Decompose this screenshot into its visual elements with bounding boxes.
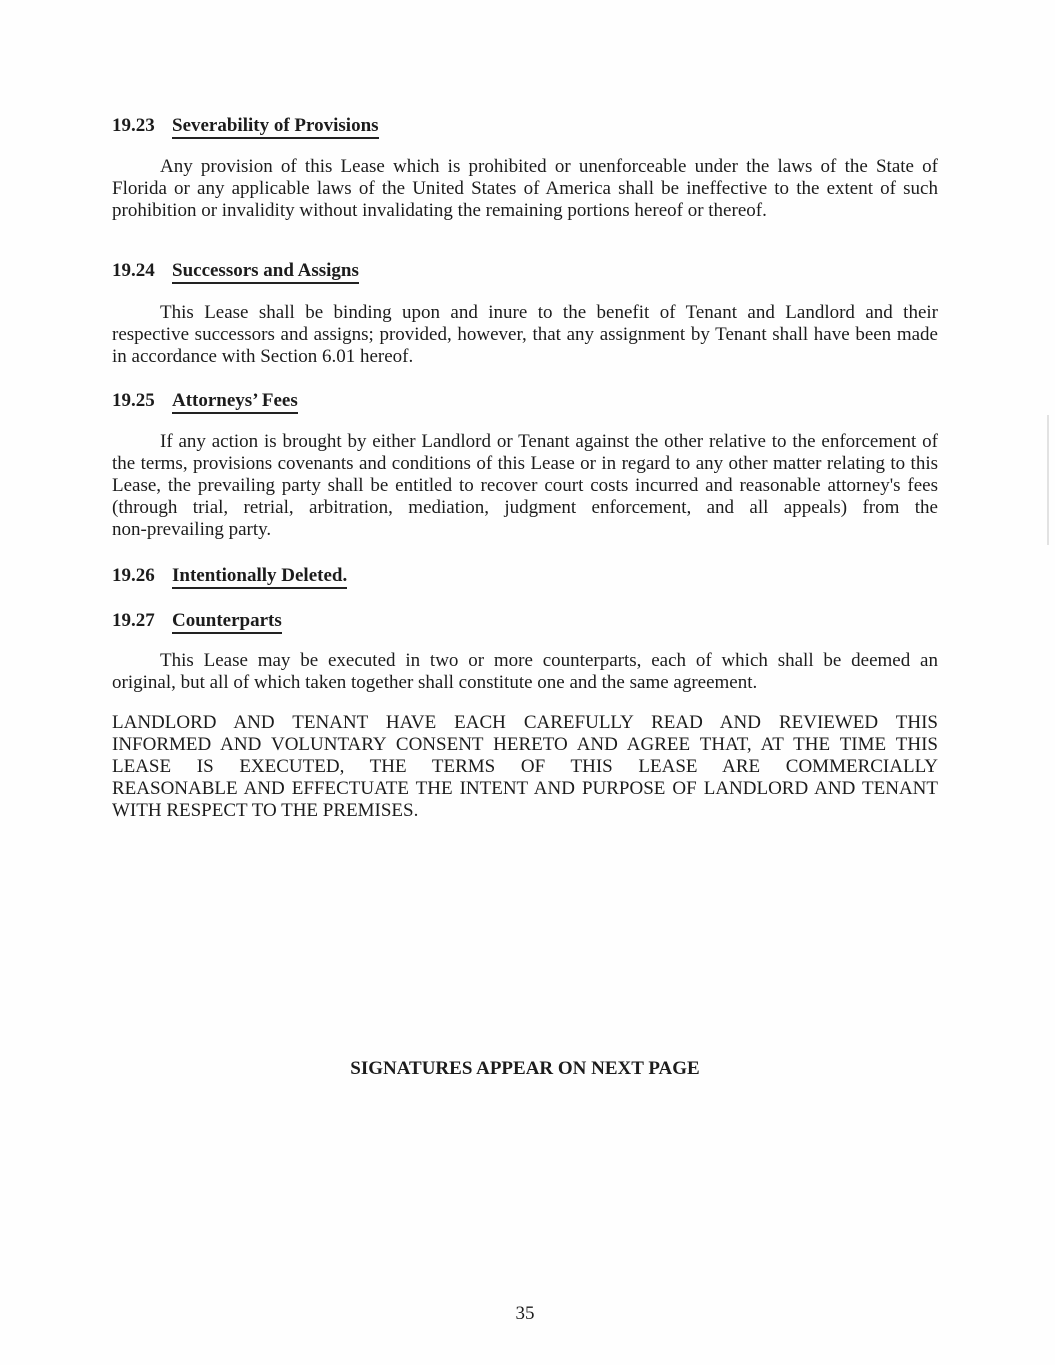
text-line: LANDLORD AND TENANT HAVE EACH CAREFULLY READ AND REVIEWED THIS: [112, 712, 938, 733]
section-body-19-25: [112, 431, 938, 541]
text-line: If any action is brought by either Landlord or Tenant against the other relative to the enforcement of: [160, 431, 938, 452]
section-title: Intentionally Deleted.: [172, 565, 347, 589]
section-body-19-23: [112, 156, 938, 222]
text-line: Lease, the prevailing party shall be entitled to recover court costs incurred and reasonable attorney's fees: [112, 475, 938, 496]
text-line: non-prevailing party.: [112, 519, 272, 540]
section-title: Counterparts: [172, 610, 282, 634]
section-number: 19.27: [112, 610, 155, 631]
section-heading-19-26: [112, 565, 938, 587]
text-line: Any provision of this Lease which is prohibited or unenforceable under the laws of the State of: [160, 156, 938, 177]
section-title: Attorneys’ Fees: [172, 390, 298, 414]
text-line: INFORMED AND VOLUNTARY CONSENT HERETO AND AGREE THAT, AT THE TIME THIS: [112, 734, 938, 755]
text-line: original, but all of which taken together shall constitute one and the same agreement.: [112, 672, 758, 693]
page-number: 35: [515, 1303, 535, 1324]
text-line: respective successors and assigns; provided, however, that any assignment by Tenant shall have been made: [112, 324, 938, 345]
section-number: 19.23: [112, 115, 155, 136]
text-line: prohibition or invalidity without invalidating the remaining portions hereof or thereof.: [112, 200, 767, 221]
signatures-notice: SIGNATURES APPEAR ON NEXT PAGE: [350, 1058, 700, 1079]
text-line: This Lease may be executed in two or more counterparts, each of which shall be deemed an: [160, 650, 938, 671]
section-body-19-27: [112, 650, 938, 694]
text-line: REASONABLE AND EFFECTUATE THE INTENT AND PURPOSE OF LANDLORD AND TENANT: [112, 778, 938, 799]
section-heading-19-24: [112, 260, 938, 282]
section-number: 19.26: [112, 565, 155, 586]
section-heading-19-25: [112, 390, 938, 412]
section-body-19-24: [112, 302, 938, 368]
section-title: Severability of Provisions: [172, 115, 379, 139]
text-line: (through trial, retrial, arbitration, mediation, judgment enforcement, and all appeals) from the: [112, 497, 938, 518]
text-line: the terms, provisions covenants and conditions of this Lease or in regard to any other matter relating to this: [112, 453, 938, 474]
section-number: 19.25: [112, 390, 155, 411]
text-line: WITH RESPECT TO THE PREMISES.: [112, 800, 419, 821]
scan-artifact-line: [1047, 415, 1049, 545]
section-heading-19-27: [112, 610, 938, 632]
text-line: This Lease shall be binding upon and inure to the benefit of Tenant and Landlord and their: [160, 302, 938, 323]
text-line: LEASE IS EXECUTED, THE TERMS OF THIS LEASE ARE COMMERCIALLY: [112, 756, 938, 777]
section-number: 19.24: [112, 260, 155, 281]
section-heading-19-23: [112, 115, 938, 137]
closing-paragraph: [112, 712, 938, 822]
section-title: Successors and Assigns: [172, 260, 359, 284]
text-line: Florida or any applicable laws of the United States of America shall be ineffective to the extent of such: [112, 178, 938, 199]
text-line: in accordance with Section 6.01 hereof.: [112, 346, 414, 367]
